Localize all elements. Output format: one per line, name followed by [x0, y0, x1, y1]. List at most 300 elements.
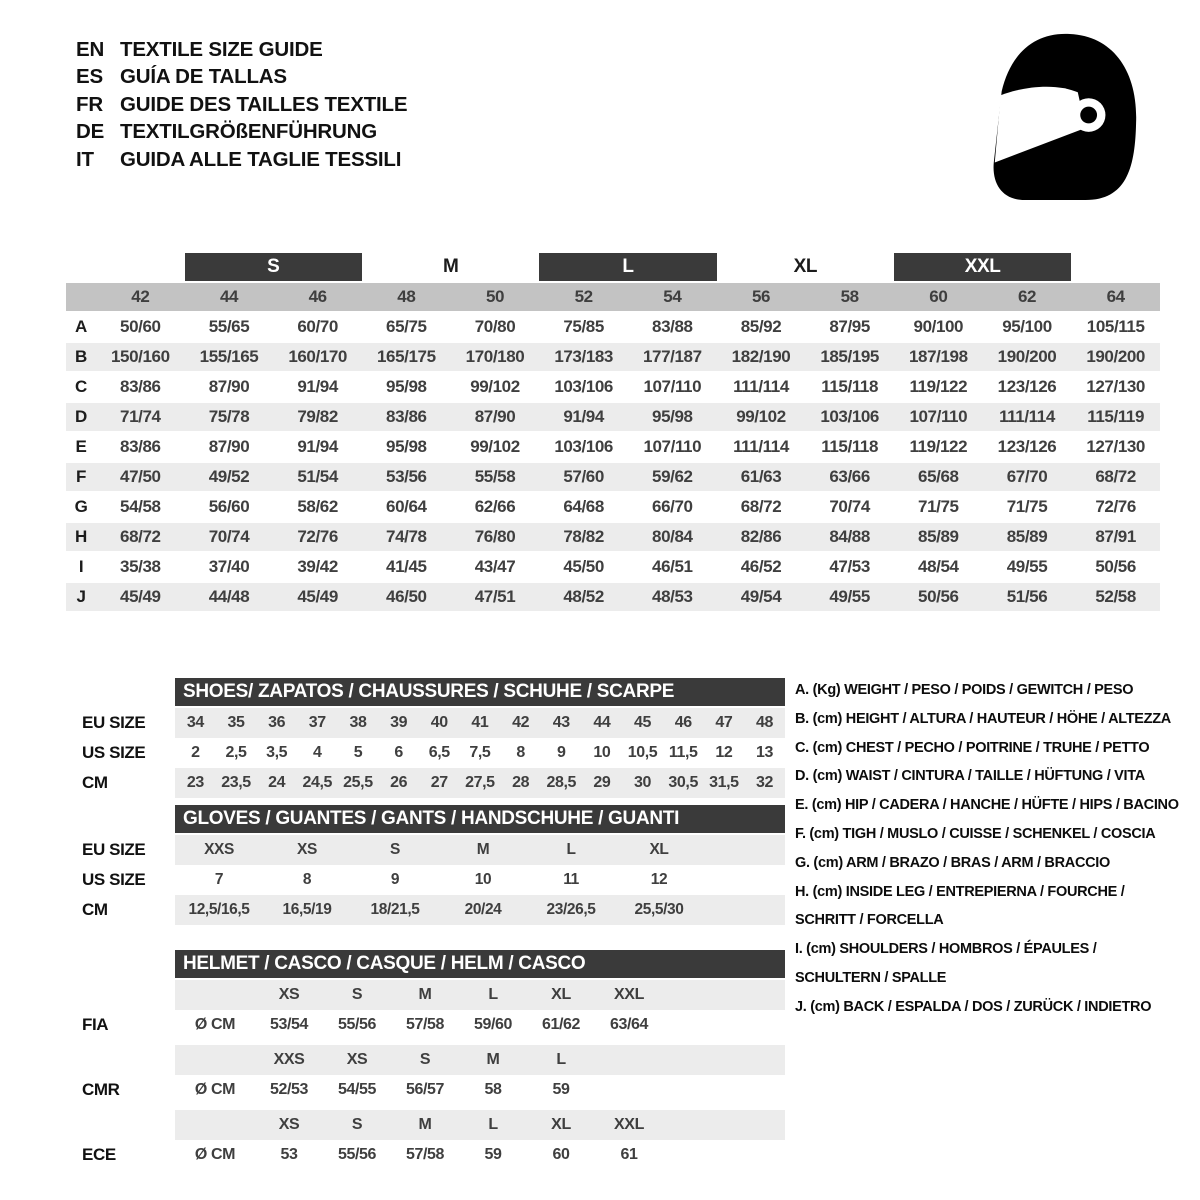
table-row — [60, 980, 785, 1010]
size-value: 72/76 — [1095, 497, 1136, 516]
size-value: 23 — [186, 774, 204, 791]
standard-label: CMR — [82, 1080, 120, 1099]
size-value: 95/100 — [1002, 317, 1052, 336]
column-header: 50 — [451, 283, 540, 311]
diameter-spacer — [175, 1110, 255, 1140]
language-title: GUIDA ALLE TAGLIE TESSILI — [120, 147, 402, 171]
size-group-s: S — [185, 253, 362, 281]
helmet-size: XXS — [273, 1051, 305, 1068]
size-value: 57/60 — [539, 463, 628, 491]
column-header: 46 — [273, 283, 362, 311]
column-header: 44 — [185, 283, 274, 311]
column-header: 48 — [362, 283, 451, 311]
helmet-size: XXL — [614, 1116, 644, 1133]
size-value: 18/21,5 — [370, 901, 420, 918]
row-values — [175, 1045, 785, 1075]
size-value: 85/89 — [894, 523, 983, 551]
size-value: 50/60 — [120, 317, 161, 336]
language-code: IT — [76, 147, 94, 171]
helmet-value: 61/62 — [541, 1016, 581, 1033]
helmet-standard-group — [60, 1110, 785, 1170]
diameter-label: Ø CM — [194, 1081, 236, 1098]
table-row — [60, 708, 785, 738]
column-header-spacer — [66, 283, 96, 311]
legend-item: E. (cm) HIP / CADERA / HANCHE / HÜFTE / HIPS / BACINO — [795, 797, 1179, 814]
size-value: 68/72 — [1071, 463, 1160, 491]
size-value: 71/74 — [96, 403, 185, 431]
size-value: 190/200 — [1071, 343, 1160, 371]
row-letter: I — [78, 557, 84, 576]
legend-item: I. (cm) SHOULDERS / HOMBROS / ÉPAULES / SCHULTERN / SPALLE — [795, 941, 1097, 986]
size-value: 48 — [756, 714, 774, 731]
size-value: 173/183 — [539, 343, 628, 371]
helmet-value: 61 — [620, 1146, 638, 1163]
size-group-m: M — [442, 256, 459, 277]
size-value: 40 — [430, 714, 448, 731]
size-group-xxl: XXL — [894, 253, 1071, 281]
legend-item: G. (cm) ARM / BRAZO / BRAS / ARM / BRACCIO — [795, 854, 1110, 871]
size-value: 83/86 — [120, 377, 161, 396]
size-value: 115/119 — [1071, 403, 1160, 431]
size-value: 23/26,5 — [546, 901, 596, 918]
size-value: 34 — [186, 714, 204, 731]
size-value: 7 — [214, 871, 224, 888]
size-value: 41 — [471, 714, 489, 731]
column-header: 64 — [1071, 283, 1160, 311]
size-value: 115/118 — [821, 437, 879, 456]
size-value: 83/86 — [362, 403, 451, 431]
size-value: 84/88 — [805, 523, 894, 551]
language-row — [76, 91, 407, 119]
size-value: 28,5 — [546, 774, 576, 791]
size-value: 87/91 — [1071, 523, 1160, 551]
size-value: 68/72 — [96, 523, 185, 551]
size-value: 45 — [634, 714, 652, 731]
size-value: 187/198 — [894, 343, 983, 371]
size-value: 70/74 — [829, 497, 870, 516]
size-value: 52/58 — [1071, 583, 1160, 611]
helmet-value: 63/64 — [609, 1016, 649, 1033]
size-value: XS — [297, 841, 317, 858]
shoes-size-table — [60, 708, 785, 798]
size-value: 44 — [593, 714, 611, 731]
helmet-size: L — [488, 986, 498, 1003]
size-value: 54/58 — [120, 497, 161, 516]
size-value: 6 — [394, 744, 403, 761]
size-value: 10 — [474, 871, 492, 888]
size-value: 87/90 — [208, 437, 250, 456]
legend-item: A. (Kg) WEIGHT / PESO / POIDS / GEWITCH / PESO — [795, 682, 1134, 698]
diameter-label: Ø CM — [194, 1016, 236, 1033]
helmet-value: 53 — [280, 1146, 298, 1163]
helmet-value: 55/56 — [337, 1016, 377, 1033]
size-value: 85/92 — [740, 317, 782, 336]
helmet-size: S — [419, 1051, 431, 1068]
helmet-value: 59 — [552, 1081, 570, 1098]
helmet-value: 54/55 — [337, 1081, 377, 1098]
helmet-size: XS — [278, 1116, 300, 1133]
language-title: TEXTILE SIZE GUIDE — [120, 37, 323, 61]
size-value: 91/94 — [297, 437, 338, 456]
language-code: DE — [76, 120, 105, 144]
size-value: 60/64 — [386, 497, 427, 516]
helmet-size: XS — [346, 1051, 368, 1068]
helmet-size-table — [60, 980, 785, 1175]
size-value: 103/106 — [805, 403, 894, 431]
size-value: 107/110 — [894, 403, 983, 431]
helmet-size: M — [418, 986, 432, 1003]
size-value: 127/130 — [1086, 437, 1145, 456]
row-label: CM — [82, 900, 108, 919]
size-value: 47/53 — [829, 557, 870, 576]
size-value: 9 — [390, 871, 400, 888]
size-value: 87/90 — [451, 403, 540, 431]
helmet-value: 58 — [484, 1081, 502, 1098]
size-value: 29 — [593, 774, 611, 791]
helmet-value: 60 — [552, 1146, 570, 1163]
language-row — [76, 36, 407, 64]
helmet-section-title: HELMET / CASCO / CASQUE / HELM / CASCO — [175, 950, 785, 978]
size-value: 28 — [512, 774, 530, 791]
size-value: 30 — [634, 774, 652, 791]
row-values — [175, 738, 785, 768]
size-group-l: L — [539, 253, 716, 281]
size-value: 2 — [191, 744, 200, 761]
legend-item: H. (cm) INSIDE LEG / ENTREPIERNA / FOURCHE / SCHRITT / FORCELLA — [795, 883, 1125, 929]
size-value: 27 — [430, 774, 448, 791]
size-value: 49/54 — [717, 583, 806, 611]
size-value: 62/66 — [474, 497, 516, 516]
helmet-size: XXL — [614, 986, 644, 1003]
size-value: 6,5 — [428, 744, 450, 761]
size-value: 23,5 — [221, 774, 251, 791]
column-header: 52 — [539, 283, 628, 311]
column-header: 42 — [96, 283, 185, 311]
size-value: 75/85 — [563, 317, 604, 336]
size-value: 20/24 — [464, 901, 502, 918]
size-value: 51/54 — [273, 463, 362, 491]
size-value: 107/110 — [643, 437, 702, 456]
size-value: 10 — [593, 744, 611, 761]
size-value: 65/68 — [894, 463, 983, 491]
diameter-label: Ø CM — [194, 1146, 236, 1163]
size-value: 24,5 — [302, 774, 333, 791]
size-value: 36 — [268, 714, 286, 731]
size-value: 71/75 — [1006, 497, 1048, 516]
row-letter: E — [75, 437, 87, 456]
size-value: 48/54 — [918, 557, 959, 576]
size-value: 170/180 — [451, 343, 540, 371]
helmet-value: 59/60 — [473, 1016, 513, 1033]
size-value: S — [390, 841, 400, 858]
row-values — [175, 980, 785, 1010]
group-row-spacer — [1071, 253, 1160, 281]
size-value: 76/80 — [451, 523, 540, 551]
legend-item: C. (cm) CHEST / PECHO / POITRINE / TRUHE / PETTO — [795, 739, 1150, 756]
table-row — [60, 1045, 785, 1075]
size-value: 46/52 — [740, 557, 782, 576]
table-row — [60, 865, 785, 895]
language-row — [76, 146, 407, 174]
row-values — [175, 1110, 785, 1140]
size-value: 2,5 — [225, 744, 247, 761]
language-row — [76, 64, 407, 92]
row-letter: F — [66, 463, 96, 491]
size-value: 50/56 — [894, 583, 983, 611]
size-value: 59/62 — [628, 463, 717, 491]
helmet-value: 56/57 — [405, 1081, 445, 1098]
size-value: 123/126 — [997, 437, 1057, 456]
size-group-xl: XL — [793, 256, 818, 277]
size-value: 12 — [715, 744, 733, 761]
helmet-size: M — [418, 1116, 432, 1133]
row-label: CM — [82, 773, 108, 792]
size-value: 91/94 — [297, 377, 338, 396]
helmet-size: M — [486, 1051, 500, 1068]
size-value: 12 — [650, 871, 668, 888]
gloves-section-title: GLOVES / GUANTES / GANTS / HANDSCHUHE / GUANTI — [175, 805, 785, 833]
size-value: 115/118 — [821, 377, 879, 396]
helmet-size: S — [351, 986, 363, 1003]
size-value: 182/190 — [717, 343, 806, 371]
size-value: 123/126 — [997, 377, 1057, 396]
size-value: 111/114 — [733, 437, 789, 456]
size-value: 105/115 — [1086, 317, 1145, 336]
size-value: 37 — [308, 714, 326, 731]
size-value: 83/86 — [120, 437, 161, 456]
row-letter: J — [66, 583, 96, 611]
row-values — [175, 1075, 785, 1105]
size-value: 9 — [556, 744, 566, 761]
helmet-size: L — [556, 1051, 566, 1068]
racing-helmet-graphic — [975, 28, 1143, 206]
size-value: 56/60 — [208, 497, 250, 516]
size-value: 70/74 — [185, 523, 274, 551]
legend-item: B. (cm) HEIGHT / ALTURA / HAUTEUR / HÖHE / ALTEZZA — [795, 710, 1171, 727]
size-value: 60/70 — [297, 317, 338, 336]
legend-item: D. (cm) WAIST / CINTURA / TAILLE / HÜFTUNG / VITA — [795, 768, 1145, 785]
measurement-legend — [795, 676, 1183, 1022]
language-code: EN — [76, 37, 105, 61]
size-value: 75/78 — [185, 403, 274, 431]
column-header: 56 — [717, 283, 806, 311]
size-value: 12,5/16,5 — [188, 901, 250, 918]
size-value: 46 — [674, 714, 692, 731]
language-code: FR — [76, 92, 103, 116]
size-value: 95/98 — [628, 403, 717, 431]
size-value: 24 — [268, 774, 286, 791]
size-value: 45/49 — [96, 583, 185, 611]
size-value: 85/89 — [983, 523, 1072, 551]
column-header: 60 — [894, 283, 983, 311]
size-value: 8 — [516, 744, 525, 761]
size-value: 70/80 — [474, 317, 516, 336]
size-value: 16,5/19 — [282, 901, 332, 918]
table-row — [60, 895, 785, 925]
size-value: 35 — [227, 714, 245, 731]
size-value: 26 — [390, 774, 408, 791]
size-value: 83/88 — [652, 317, 693, 336]
language-title: TEXTILGRÖßENFÜHRUNG — [120, 120, 377, 144]
size-value: 103/106 — [554, 377, 613, 396]
size-value: 58/62 — [297, 497, 338, 516]
size-value: 71/75 — [918, 497, 959, 516]
row-label — [60, 1045, 175, 1075]
size-value: 107/110 — [643, 377, 702, 396]
size-value: 80/84 — [628, 523, 717, 551]
size-value: 87/90 — [208, 377, 250, 396]
row-label — [60, 980, 175, 1010]
size-value: 46/50 — [362, 583, 451, 611]
size-value: 90/100 — [913, 317, 964, 336]
size-value: 46/51 — [652, 557, 693, 576]
table-row — [60, 1010, 785, 1040]
shoes-section-title: SHOES/ ZAPATOS / CHAUSSURES / SCHUHE / SCARPE — [175, 678, 785, 706]
table-row — [60, 768, 785, 798]
size-value: 8 — [302, 871, 312, 888]
helmet-size: XL — [551, 986, 571, 1003]
size-value: 48/52 — [539, 583, 628, 611]
size-value: 38 — [349, 714, 367, 731]
size-value: 82/86 — [717, 523, 806, 551]
size-value: 39 — [390, 714, 408, 731]
size-value: 3,5 — [266, 744, 288, 761]
row-label: EU SIZE — [82, 840, 146, 859]
size-value: 64/68 — [563, 497, 604, 516]
size-value: 91/94 — [539, 403, 628, 431]
legend-item: F. (cm) TIGH / MUSLO / CUISSE / SCHENKEL / COSCIA — [795, 825, 1156, 842]
row-letter: B — [66, 343, 96, 371]
size-value: 47/50 — [96, 463, 185, 491]
standard-label: ECE — [82, 1145, 116, 1164]
row-label: US SIZE — [82, 870, 146, 889]
table-row — [60, 738, 785, 768]
size-value: 87/95 — [829, 317, 870, 336]
row-label — [60, 1110, 175, 1140]
helmet-size: XS — [278, 986, 300, 1003]
language-title: GUIDE DES TAILLES TEXTILE — [120, 92, 408, 116]
gloves-size-table — [60, 835, 785, 925]
table-row — [60, 1110, 785, 1140]
textile-size-table — [66, 253, 1160, 611]
size-value: 119/122 — [909, 437, 968, 456]
row-letter: D — [66, 403, 96, 431]
size-value: 45/49 — [273, 583, 362, 611]
column-header: 54 — [628, 283, 717, 311]
size-value: 119/122 — [909, 377, 968, 396]
size-value: 41/45 — [386, 557, 427, 576]
diameter-spacer — [175, 980, 255, 1010]
row-letter: A — [75, 317, 87, 336]
size-value: 45/50 — [563, 557, 604, 576]
helmet-value: 57/58 — [405, 1016, 445, 1033]
size-value: 30,5 — [668, 774, 698, 791]
size-value: 68/72 — [740, 497, 782, 516]
helmet-size: XL — [551, 1116, 571, 1133]
size-value: M — [476, 841, 490, 858]
size-value: 165/175 — [362, 343, 451, 371]
size-value: 185/195 — [805, 343, 894, 371]
size-value: 35/38 — [120, 557, 161, 576]
size-value: 13 — [756, 744, 774, 761]
column-header: 62 — [983, 283, 1072, 311]
size-value: 67/70 — [983, 463, 1072, 491]
size-value: 160/170 — [273, 343, 362, 371]
size-value: 78/82 — [539, 523, 628, 551]
size-value: 39/42 — [297, 557, 338, 576]
helmet-value: 52/53 — [269, 1081, 309, 1098]
size-value: 37/40 — [208, 557, 250, 576]
row-label: US SIZE — [82, 743, 146, 762]
size-value: 55/58 — [451, 463, 540, 491]
row-values — [175, 1010, 785, 1040]
size-value: 43/47 — [474, 557, 516, 576]
column-header: 58 — [805, 283, 894, 311]
helmet-size: L — [488, 1116, 498, 1133]
size-value: 49/52 — [185, 463, 274, 491]
size-value: 44/48 — [185, 583, 274, 611]
size-value: 49/55 — [805, 583, 894, 611]
helmet-standard-group — [60, 980, 785, 1040]
size-value: 65/75 — [386, 317, 427, 336]
size-value: 190/200 — [983, 343, 1072, 371]
size-value: XL — [649, 841, 669, 858]
size-value: 99/102 — [470, 437, 520, 456]
size-value: 25,5/30 — [634, 901, 684, 918]
size-value: 99/102 — [717, 403, 806, 431]
racing-helmet-icon — [975, 28, 1143, 206]
row-letter: C — [75, 377, 87, 396]
size-value: 55/65 — [208, 317, 250, 336]
size-value: 177/187 — [628, 343, 717, 371]
size-value: 47 — [715, 714, 733, 731]
language-title: GUÍA DE TALLAS — [120, 65, 287, 89]
row-letter: H — [66, 523, 96, 551]
legend-item: J. (cm) BACK / ESPALDA / DOS / ZURÜCK / INDIETRO — [795, 998, 1152, 1015]
row-values — [175, 708, 785, 738]
row-letter: G — [74, 497, 88, 516]
row-values — [175, 865, 785, 895]
size-value: 111/114 — [733, 377, 789, 396]
diameter-spacer — [175, 1045, 255, 1075]
table-row — [60, 1140, 785, 1170]
size-value: 10,5 — [627, 744, 658, 761]
row-values — [175, 1140, 785, 1170]
size-value: 99/102 — [470, 377, 520, 396]
helmet-value: 57/58 — [405, 1146, 445, 1163]
row-values — [175, 768, 785, 798]
size-value: 79/82 — [273, 403, 362, 431]
language-row — [76, 119, 407, 147]
size-value: 50/56 — [1095, 557, 1136, 576]
size-value: 11 — [563, 871, 579, 888]
helmet-value: 59 — [484, 1146, 502, 1163]
size-value: 72/76 — [273, 523, 362, 551]
standard-label: FIA — [82, 1015, 109, 1034]
helmet-value: 53/54 — [269, 1016, 309, 1033]
table-row — [60, 1075, 785, 1105]
size-value: 53/56 — [362, 463, 451, 491]
size-value: 48/53 — [628, 583, 717, 611]
size-value: 42 — [512, 714, 530, 731]
helmet-size: S — [351, 1116, 363, 1133]
group-row-spacer — [66, 253, 185, 281]
size-value: 11,5 — [668, 744, 698, 761]
row-label: EU SIZE — [82, 713, 146, 732]
size-value: 74/78 — [362, 523, 451, 551]
row-values — [175, 895, 785, 925]
size-value: 95/98 — [386, 377, 427, 396]
